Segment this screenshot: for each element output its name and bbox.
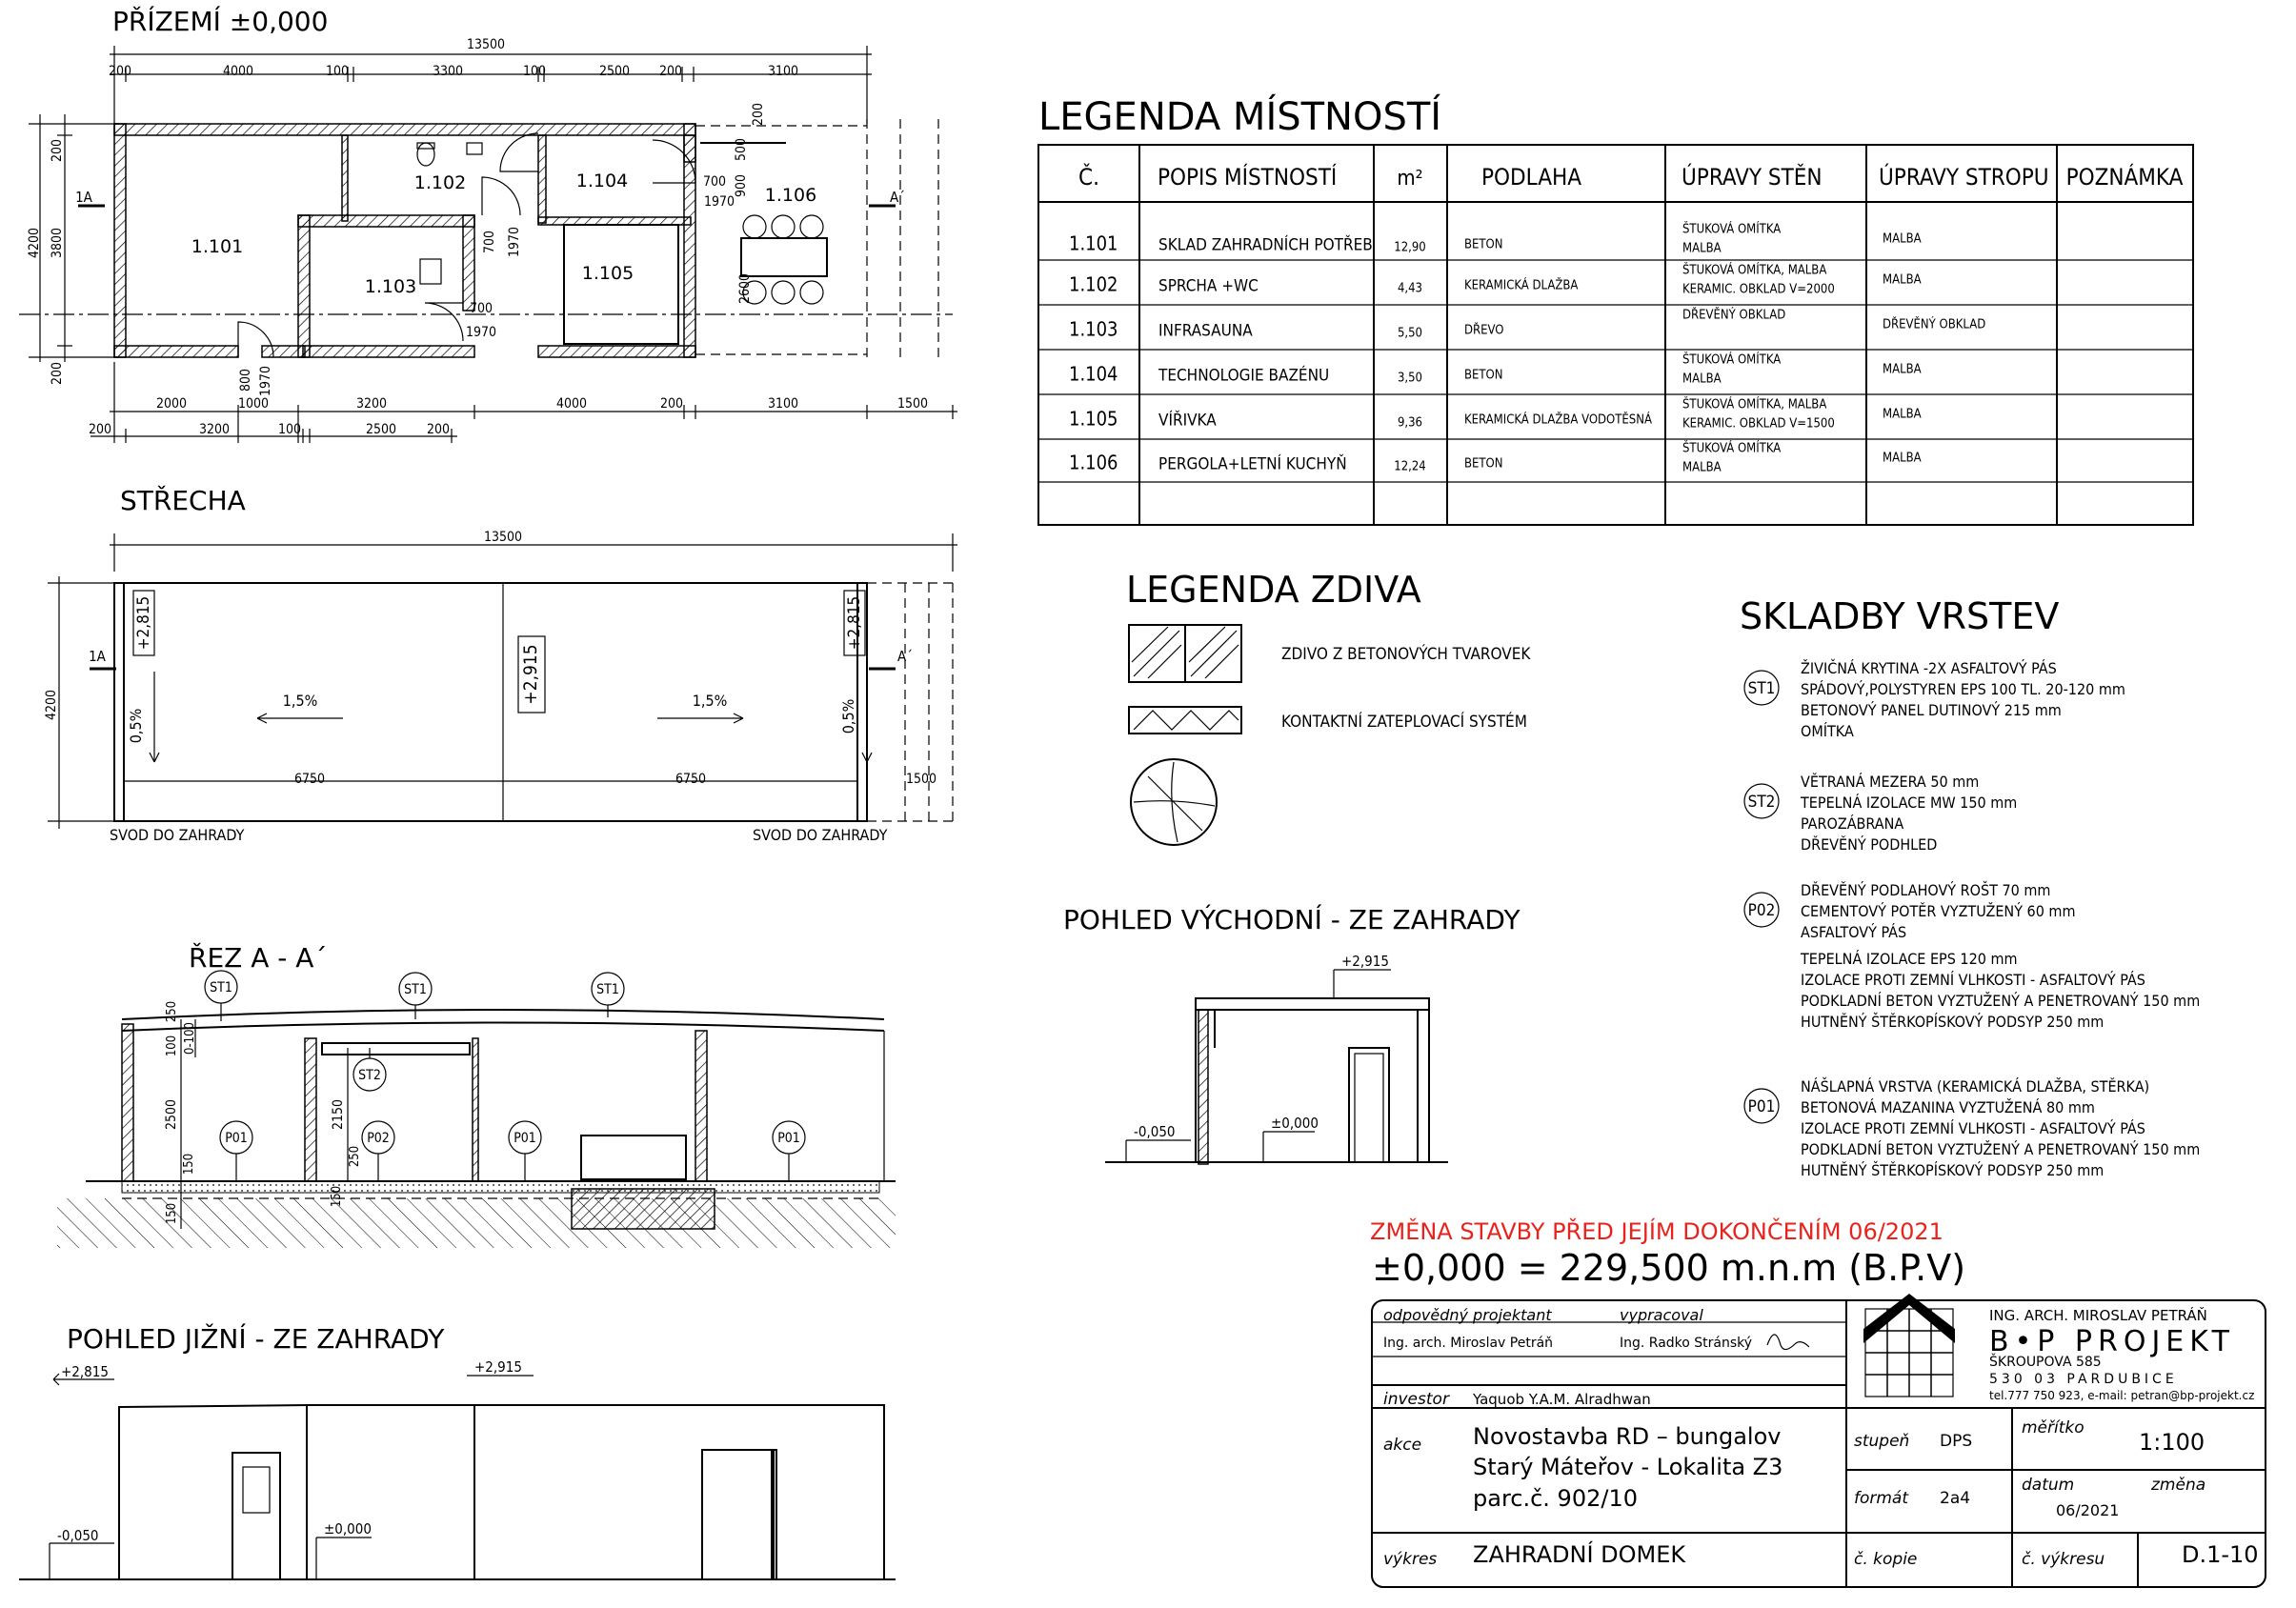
layer-line: PODKLADNÍ BETON VYZTUŽENÝ A PENETROVANÝ 150 mm	[1801, 1140, 2201, 1158]
company-logo	[1863, 1294, 1955, 1397]
roof-slope: 0,5%	[127, 708, 145, 744]
tag-st2: ST2	[358, 1068, 381, 1083]
note: 1970	[507, 226, 522, 258]
roof-dim-left: 4200	[44, 689, 59, 721]
plan-title: PŘÍZEMÍ ±0,000	[112, 6, 329, 37]
drain-label: SVOD DO ZAHRADY	[753, 826, 888, 844]
notice	[1370, 1216, 1965, 1289]
investor-name: Yaquob Y.A.M. Alradhwan	[1473, 1391, 1651, 1408]
label-datum: datum	[2022, 1476, 2075, 1495]
room-walls: ŠTUKOVÁ OMÍTKA	[1682, 222, 1782, 237]
masonry-legend	[1126, 569, 1531, 845]
dim: 1500	[896, 396, 929, 412]
tag-floor: P01	[225, 1131, 248, 1146]
east-level: +2,915	[1341, 953, 1389, 970]
room-label: 1.106	[764, 185, 817, 206]
room-walls: MALBA	[1682, 241, 1722, 256]
layers-legend	[1740, 595, 2200, 1179]
room-area: 12,90	[1394, 240, 1426, 255]
room-desc: SKLAD ZAHRADNÍCH POTŘEB	[1158, 235, 1373, 255]
room-ceiling: MALBA	[1883, 407, 1922, 422]
tag-floor: P01	[777, 1131, 800, 1146]
dim: 200	[659, 396, 684, 412]
layer-line: BETONOVÁ MAZANINA VYZTUŽENÁ 80 mm	[1801, 1098, 2095, 1116]
roof-dim-total: 13500	[483, 530, 523, 545]
room-ceiling: MALBA	[1883, 231, 1922, 247]
note: 1970	[258, 365, 273, 397]
layer-tag: ST2	[1747, 793, 1776, 812]
room-desc: PERGOLA+LETNÍ KUCHYŇ	[1158, 454, 1347, 474]
datum-value: 06/2021	[2056, 1501, 2120, 1519]
col-header: POZNÁMKA	[2065, 164, 2184, 191]
company-address2: 530 03 PARDUBICE	[1989, 1372, 2178, 1387]
dim: 4200	[27, 227, 42, 259]
masonry-item: ZDIVO Z BETONOVÝCH TVAROVEK	[1281, 645, 1531, 664]
dim: 200	[426, 422, 451, 437]
rooms-legend-title: LEGENDA MÍSTNOSTÍ	[1038, 95, 1442, 139]
stupen-value: DPS	[1940, 1432, 1973, 1451]
label-drew: vypracoval	[1620, 1306, 1703, 1324]
dim: 4000	[222, 64, 254, 79]
layer-line: OMÍTKA	[1801, 722, 1854, 740]
col-header: POPIS MÍSTNOSTÍ	[1158, 164, 1338, 191]
format-value: 2a4	[1940, 1489, 1971, 1508]
room-floor: BETON	[1464, 456, 1503, 472]
label-zmena: změna	[2151, 1476, 2206, 1495]
east-level: ±0,000	[1271, 1115, 1319, 1132]
dim: 3200	[355, 396, 388, 412]
room-label: 1.105	[581, 263, 634, 284]
dim: 200	[88, 422, 112, 437]
room-walls: KERAMIC. OBKLAD V=1500	[1682, 416, 1835, 432]
room-no: 1.106	[1069, 451, 1118, 474]
label-vykres: výkres	[1383, 1550, 1438, 1569]
room-area: 4,43	[1397, 281, 1423, 296]
room-ceiling: MALBA	[1883, 451, 1922, 466]
section-mark: A´	[890, 189, 905, 206]
col-header: Č.	[1078, 164, 1099, 191]
south-elevation	[19, 1322, 896, 1579]
label-investor: investor	[1383, 1390, 1449, 1409]
south-level: +2,915	[474, 1358, 522, 1376]
dim: 100	[522, 64, 547, 79]
room-floor: KERAMICKÁ DLAŽBA VODOTĚSNÁ	[1464, 412, 1652, 428]
tag-st1: ST1	[596, 982, 619, 997]
note: 2600	[737, 272, 753, 305]
dim: 200	[50, 361, 65, 386]
col-header: PODLAHA	[1481, 164, 1581, 191]
note: 1970	[703, 194, 735, 210]
label-cislo: č. výkresu	[2022, 1550, 2105, 1569]
label-format: formát	[1854, 1489, 1909, 1508]
note: 800	[238, 368, 253, 392]
dim: 200	[658, 64, 683, 79]
dim: 2500	[598, 64, 631, 79]
note: 700	[469, 301, 493, 316]
room-area: 12,24	[1394, 459, 1426, 474]
room-floor: DŘEVO	[1464, 323, 1504, 338]
label-stupen: stupeň	[1854, 1432, 1910, 1451]
section-aa	[57, 941, 896, 1248]
label-responsible: odpovědný projektant	[1383, 1306, 1552, 1324]
rooms-legend	[1038, 93, 2193, 525]
akce-line: Starý Máteřov - Lokalita Z3	[1473, 1454, 1783, 1480]
dim: 200	[108, 64, 132, 79]
room-area: 3,50	[1397, 371, 1423, 386]
room-floor: KERAMICKÁ DLAŽBA	[1464, 278, 1579, 293]
section-mark: 1A	[75, 189, 92, 206]
section-mark: A´	[897, 648, 913, 665]
meritko-value: 1:100	[2139, 1429, 2205, 1456]
layer-line: PAROZÁBRANA	[1801, 814, 1904, 833]
dim: 100	[165, 1035, 179, 1057]
room-desc: VÍŘIVKA	[1158, 411, 1217, 431]
layer-line: TEPELNÁ IZOLACE MW 150 mm	[1801, 794, 2018, 812]
akce-line: Novostavba RD – bungalov	[1473, 1423, 1782, 1450]
roof-level: +2,815	[845, 595, 864, 651]
plan-dims-left	[27, 114, 119, 385]
masonry-item: KONTAKTNÍ ZATEPLOVACÍ SYSTÉM	[1281, 713, 1527, 732]
roof-dim: 6750	[675, 772, 707, 787]
room-no: 1.105	[1069, 407, 1118, 431]
plan-dims-top	[109, 37, 872, 126]
south-level: +2,815	[61, 1363, 109, 1380]
layer-line: HUTNĚNÝ ŠTĚRKOPÍSKOVÝ PODSYP 250 mm	[1801, 1161, 2105, 1179]
note: 700	[702, 174, 727, 190]
tag-st1: ST1	[210, 980, 232, 995]
room-label: 1.102	[413, 172, 467, 193]
rooms-legend-header	[1078, 162, 2184, 191]
tag-st1: ST1	[404, 982, 427, 997]
dim: 100	[277, 422, 302, 437]
layer-line: NÁŠLAPNÁ VRSTVA (KERAMICKÁ DLAŽBA, STĚRKA)	[1801, 1077, 2150, 1095]
room-walls: MALBA	[1682, 372, 1722, 387]
dim: 3300	[432, 64, 464, 79]
akce-line: parc.č. 902/10	[1473, 1485, 1638, 1512]
layer-line: DŘEVĚNÝ PODLAHOVÝ ROŠT 70 mm	[1801, 881, 2051, 899]
note: 1970	[465, 325, 497, 340]
section-mark: 1A	[89, 648, 106, 665]
room-walls: MALBA	[1682, 460, 1722, 475]
roof-slope: 1,5%	[282, 692, 318, 710]
room-desc: SPRCHA +WC	[1158, 276, 1259, 296]
layer-line: PODKLADNÍ BETON VYZTUŽENÝ A PENETROVANÝ 150 mm	[1801, 992, 2201, 1010]
dim: 100	[325, 64, 350, 79]
roof-dim: 6750	[293, 772, 326, 787]
dim: 2000	[155, 396, 188, 412]
drain-label: SVOD DO ZAHRADY	[110, 826, 245, 844]
dim: 0-100	[183, 1022, 197, 1055]
note: 900	[734, 173, 749, 198]
room-area: 9,36	[1397, 415, 1423, 431]
masonry-legend-title: LEGENDA ZDIVA	[1126, 569, 1421, 611]
company-address1: ŠKROUPOVA 585	[1989, 1355, 2102, 1370]
room-desc: TECHNOLOGIE BAZÉNU	[1158, 366, 1330, 386]
room-ceiling: MALBA	[1883, 362, 1922, 377]
dim: 2500	[164, 1098, 179, 1131]
change-notice: ZMĚNA STAVBY PŘED JEJÍM DOKONČENÍM 06/2021	[1370, 1218, 1944, 1245]
room-walls: ŠTUKOVÁ OMÍTKA, MALBA	[1682, 397, 1827, 412]
dim: 3100	[767, 396, 799, 412]
dim: 1000	[237, 396, 270, 412]
room-ceiling: DŘEVĚNÝ OBKLAD	[1883, 317, 1986, 332]
label-meritko: měřítko	[2022, 1418, 2085, 1437]
room-floor: BETON	[1464, 237, 1503, 252]
col-header: ÚPRAVY STROPU	[1879, 164, 2049, 191]
layer-line: ŽIVIČNÁ KRYTINA -2X ASFALTOVÝ PÁS	[1801, 659, 2057, 677]
east-title: POHLED VÝCHODNÍ - ZE ZAHRADY	[1063, 904, 1521, 935]
room-desc: INFRASAUNA	[1158, 321, 1253, 341]
drew-name: Ing. Radko Stránský	[1620, 1336, 1753, 1351]
room-no: 1.102	[1069, 272, 1118, 296]
south-level: ±0,000	[324, 1520, 372, 1538]
section-tags	[205, 971, 805, 1181]
layer-line: VĚTRANÁ MEZERA 50 mm	[1801, 773, 1980, 791]
signature	[1767, 1335, 1809, 1350]
roof-slope: 0,5%	[839, 698, 857, 734]
layer-tag: ST1	[1747, 679, 1776, 698]
dim: 3200	[198, 422, 231, 437]
layer-line: IZOLACE PROTI ZEMNÍ VLHKOSTI - ASFALTOVÝ PÁS	[1801, 971, 2145, 989]
dim: 2500	[365, 422, 397, 437]
layer-line: BETONOVÝ PANEL DUTINOVÝ 215 mm	[1801, 701, 2062, 719]
company-contact: tel.777 750 923, e-mail: petran@bp-projekt.cz	[1989, 1389, 2255, 1402]
tag-floor: P01	[514, 1131, 536, 1146]
layer-line: IZOLACE PROTI ZEMNÍ VLHKOSTI - ASFALTOVÝ PÁS	[1801, 1119, 2145, 1137]
room-floor: BETON	[1464, 368, 1503, 383]
roof-title: STŘECHA	[120, 485, 246, 516]
company-top: ING. ARCH. MIROSLAV PETRÁŇ	[1989, 1307, 2207, 1324]
dim-total: 13500	[466, 37, 506, 52]
dim: 2150	[331, 1098, 346, 1131]
roof-level: +2,815	[134, 595, 153, 651]
floor-plan	[19, 5, 957, 443]
layer-line: CEMENTOVÝ POTĚR VYZTUŽENÝ 60 mm	[1801, 902, 2076, 920]
roof-dim: 1500	[905, 772, 937, 787]
dim: 3800	[50, 227, 65, 259]
layer-line: ASFALTOVÝ PÁS	[1801, 923, 1907, 941]
dim: 150	[330, 1185, 344, 1208]
room-no: 1.103	[1069, 317, 1118, 341]
note: 700	[482, 230, 497, 254]
dim: 3100	[767, 64, 799, 79]
label-kopie: č. kopie	[1854, 1550, 1918, 1569]
dim: 200	[50, 138, 65, 163]
dim: 150	[165, 1202, 179, 1225]
col-header: m²	[1397, 167, 1423, 191]
roof-plan	[44, 484, 957, 844]
dim: 250	[348, 1145, 362, 1168]
dim: 250	[165, 1000, 179, 1023]
layer-line: SPÁDOVÝ,POLYSTYREN EPS 100 TL. 20-120 mm	[1801, 680, 2125, 698]
room-walls: ŠTUKOVÁ OMÍTKA	[1682, 441, 1782, 456]
room-walls: ŠTUKOVÁ OMÍTKA	[1682, 352, 1782, 368]
roof-slope: 1,5%	[692, 692, 728, 710]
section-dims	[164, 1001, 362, 1229]
responsible-name: Ing. arch. Miroslav Petráň	[1383, 1336, 1554, 1351]
layer-line: TEPELNÁ IZOLACE EPS 120 mm	[1801, 950, 2018, 968]
east-elevation	[1063, 903, 1521, 1164]
room-ceiling: MALBA	[1883, 272, 1922, 288]
layer-line: HUTNĚNÝ ŠTĚRKOPÍSKOVÝ PODSYP 250 mm	[1801, 1013, 2105, 1031]
room-label: 1.104	[575, 171, 629, 191]
dim: 150	[182, 1153, 196, 1176]
east-level: -0,050	[1134, 1123, 1176, 1140]
dim: 4000	[555, 396, 588, 412]
room-area: 5,50	[1397, 326, 1423, 341]
room-label: 1.103	[364, 276, 417, 297]
vykres-value: ZAHRADNÍ DOMEK	[1473, 1541, 1686, 1568]
col-header: ÚPRAVY STĚN	[1682, 164, 1823, 191]
note: 500	[734, 137, 749, 162]
south-level: -0,050	[57, 1527, 99, 1544]
roof-level: +2,915	[520, 644, 541, 705]
plan-dims-bottom	[89, 362, 957, 443]
room-label: 1.101	[191, 236, 244, 257]
label-akce: akce	[1383, 1436, 1422, 1455]
room-walls: ŠTUKOVÁ OMÍTKA, MALBA	[1682, 263, 1827, 278]
title-block	[1372, 1294, 2266, 1587]
company-name: B•P PROJEKT	[1989, 1325, 2235, 1358]
south-title: POHLED JIŽNÍ - ZE ZAHRADY	[67, 1323, 445, 1355]
layers-title: SKLADBY VRSTEV	[1740, 595, 2060, 637]
layer-tag: P01	[1747, 1097, 1776, 1116]
layer-line: DŘEVĚNÝ PODHLED	[1801, 835, 1938, 854]
room-walls: DŘEVĚNÝ OBKLAD	[1682, 308, 1786, 323]
datum-notice: ±0,000 = 229,500 m.n.m (B.P.V)	[1372, 1247, 1966, 1289]
room-walls: KERAMIC. OBKLAD V=2000	[1682, 282, 1835, 297]
layer-tag: P02	[1747, 901, 1776, 920]
room-no: 1.104	[1069, 362, 1118, 386]
tag-floor: P02	[367, 1131, 390, 1146]
cislo-value: D.1-10	[2182, 1541, 2259, 1568]
section-title: ŘEZ A - A´	[189, 942, 328, 974]
room-no: 1.101	[1069, 231, 1118, 255]
plan-pergola	[695, 119, 938, 362]
layer-groups	[1744, 659, 2200, 1179]
dim: 200	[751, 102, 766, 127]
